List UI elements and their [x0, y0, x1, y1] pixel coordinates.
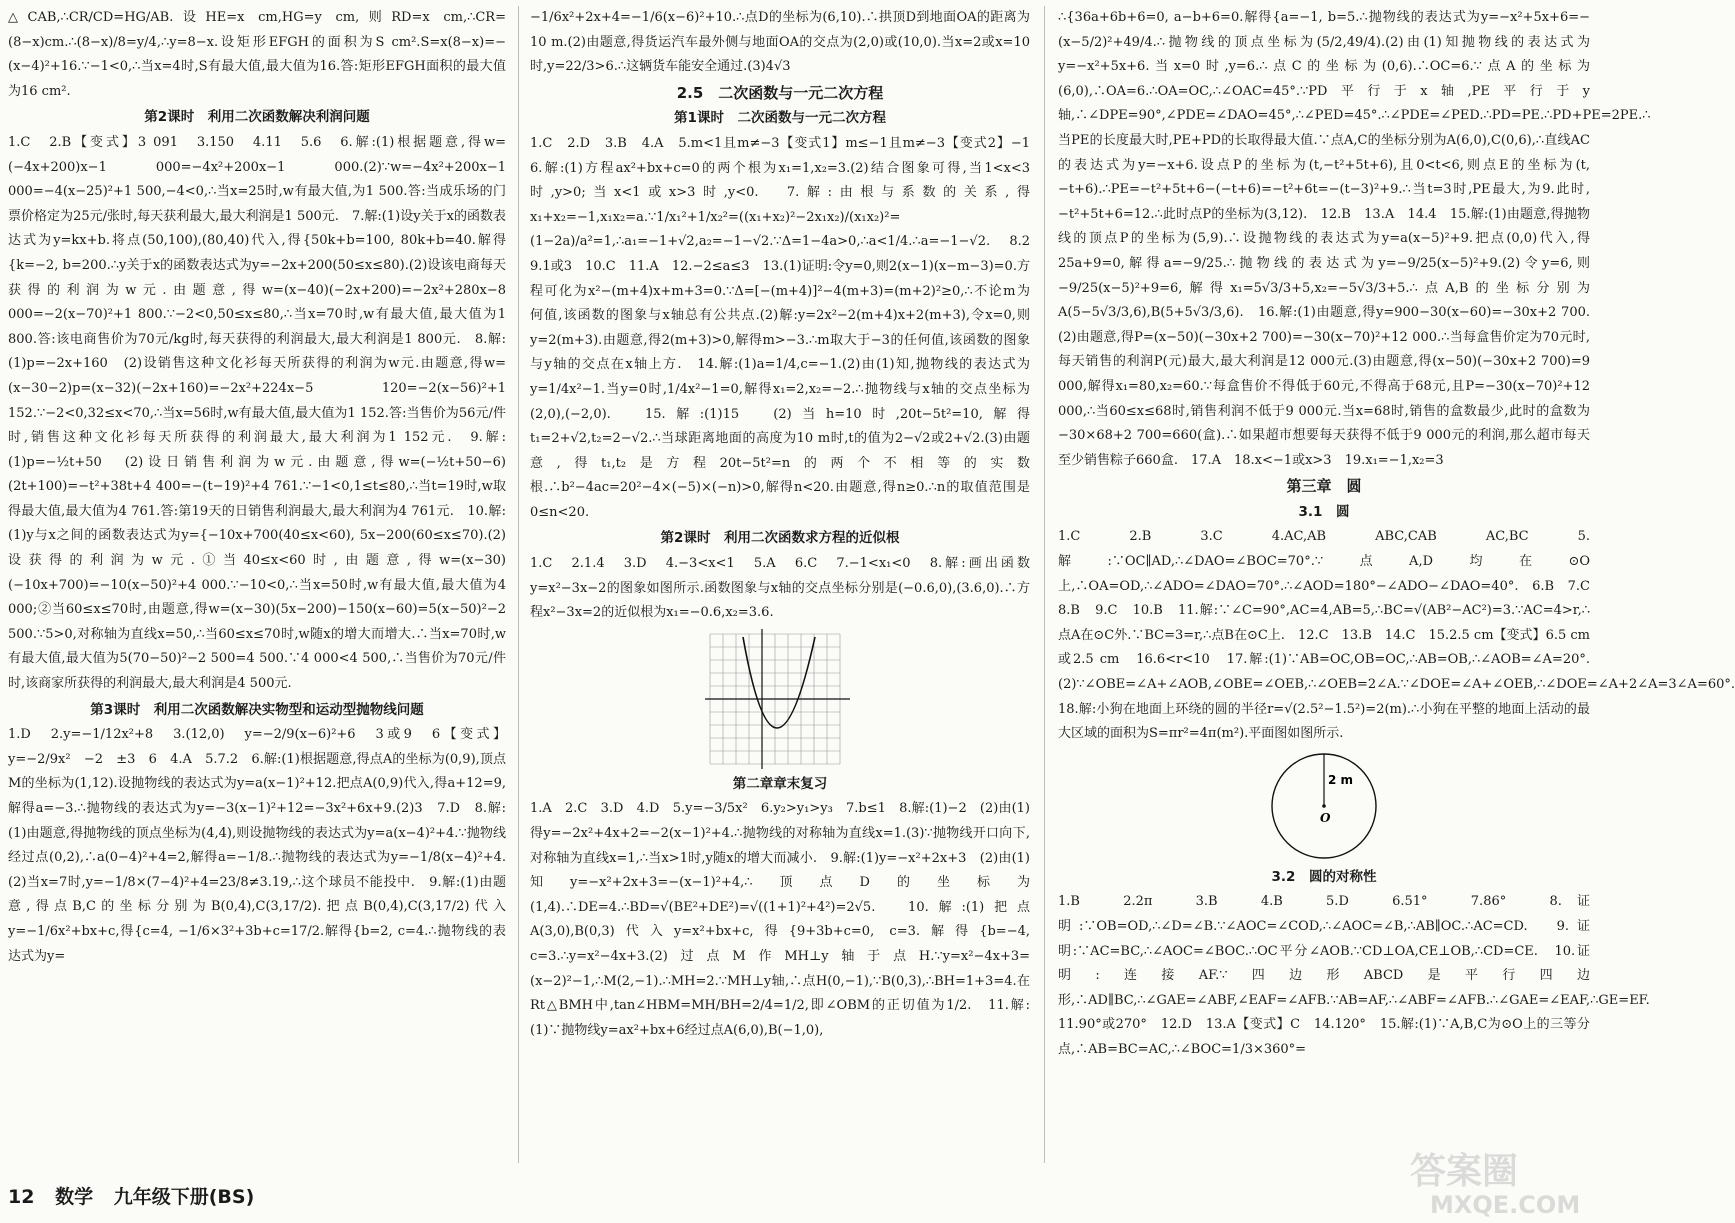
section-heading: 第1课时 二次函数与一元二次方程	[674, 110, 886, 127]
answer-block: 1.C 2.B【变式】3 091 3.150 4.11 5.6 6.解:(1)根据题意,得w=(−4x+200)x−1 000=−4x²+200x−1 000.(2)∵w=−4x²+200x−1 000=−4(x−25)²+1 500,−4<0,∴当x=25时,w有最大值,为1 500.答:当成乐场的门票价格定为25元/张时,每天获利最大,最大利润是1 500元. 7.解:(1)设y关于x的函数表达式为y=kx+b.将点(50,100),(80,40)代入,得{50k+b=100, 80k+b=40.解得{k=−2, b=200.∴y关于x的函数表达式为y=−2x+200(50≤x≤80).(2)设该电商每天获得的利润为w元.由题意,得w=(x−40)(−2x+200)=−2x²+280x−8 000=−2(x−70)²+1 800.∵−2<0,50≤x≤80,∴当x=70时,w有最大值,最大值为1 800.答:该电商售价为70元/kg时,每天获得的利润最大,最大利润是1 800元. 8.解:(1)p=−2x+160 (2)设销售这种文化衫每天所获得的利润为w元.由题意,得w=(x−30−2)p=(x−32)(−2x+160)=−2x²+224x−5 120=−2(x−56)²+1 152.∵−2<0,32≤x<70,∴当x=56时,w有最大值,最大值为1 152.答:当售价为56元/件时,销售这种文化衫每天所获得的利润最大,最大利润为1 152元. 9.解:(1)p=−½t+50 (2)设日销售利润为w元.由题意,得w=(−½t+50−6)(2t+100)=−t²+38t+4 400=−(t−19)²+4 761.∵−1<0,1≤t≤80,∴当t=19时,w取得最大值,最大值为4 761.答:第19天的日销售利润最大,最大利润为4 761元. 10.解:(1)y与x之间的函数表达式为y={−10x+700(40≤x<60), 5x−200(60≤x≤70).(2)设获得的利润为w元.①当40≤x<60时,由题意,得w=(x−30)(−10x+700)=−10(x−50)²+4 000.∵−10<0,∴当x=50时,w有最大值,最大值为4 000;②当60≤x≤70时,由题意,得w=(x−30)(5x−200)−150(x−60)=5(x−50)²−2 500.∵5>0,对称轴为直线x=50,∴当60≤x≤70时,w随x的增大而增大.∴当x=70时,w有最大值,最大值为5(70−50)²−2 500=4 500.∵4 000<4 500,∴当售价为70元/件时,该商家所获得的利润最大,最大利润是4 500元.	[8, 134, 506, 692]
watermark-logo	[1370, 1143, 1590, 1219]
graph-axes	[705, 629, 850, 769]
column-rule-right	[1044, 6, 1045, 1163]
radius-label: 2 m	[1328, 772, 1354, 787]
section-heading: 3.2 圆的对称性	[1271, 868, 1377, 885]
section-heading: 第3课时 利用二次函数解决实物型和运动型抛物线问题	[90, 701, 424, 718]
answer-block: 1.B 2.2π 3.B 4.B 5.D 6.51° 7.86° 8.证明:∵OB=OD,∴∠D=∠B.∵∠AOC=∠COD,∴∠AOC=∠B,∴AB∥OC.∴AC=CD. 9.证明:∵AC=BC,∴∠AOC=∠BOC.∴OC平分∠AOB.∵CD⊥OA,CE⊥OB,∴CD=CE. 10.证明:连接AF.∵四边形ABCD是平行四边形,∴AD∥BC,∴∠GAE=∠ABF,∠EAF=∠AFB.∵AB=AF,∴∠ABF=∠AFB.∴∠GAE=∠EAF,∴GE=EF. 11.90°或270° 12.D 13.A【变式】C 14.120° 15.解:(1)∵A,B,C为⊙O上的三等分点,∴AB=BC=AC,∴∠BOC=1/3×360°=	[1058, 894, 1663, 1057]
answer-block: ∴{36a+6b+6=0, a−b+6=0.解得{a=−1, b=5.∴抛物线的表达式为y=−x²+5x+6=−(x−5/2)²+49/4.∴抛物线的顶点坐标为(5/2,49/4).(2)由(1)知抛物线的表达式为y=−x²+5x+6.当x=0时,y=6.∴点C的坐标为(0,6).∴OC=6.∵点A的坐标为(6,0),∴OA=6.∴OA=OC,∴∠OAC=45°.∵PD平行于x轴,PE平行于y轴,∴∠DPE=90°,∠PDE=∠DAO=45°,∴∠PED=45°.∴∠PDE=∠PED.∴PD=PE.∴PD+PE=2PE.∴当PE的长度最大时,PE+PD的长取得最大值.∵点A,C的坐标分别为A(6,0),C(0,6),∴直线AC的表达式为y=−x+6.设点P的坐标为(t,−t²+5t+6),且0<t<6,则点E的坐标为(t,−t+6).∴PE=−t²+5t+6−(−t+6)=−t²+6t=−(t−3)²+9.∴当t=3时,PE最大,为9.此时,−t²+5t+6=12.∴此时点P的坐标为(3,12). 12.B 13.A 14.4 15.解:(1)由题意,得抛物线的顶点P的坐标为(5,9).∴设抛物线的表达式为y=a(x−5)²+9.把点(0,0)代入,得25a+9=0,解得a=−9/25.∴抛物线的表达式为y=−9/25(x−5)²+9.(2)令y=6,则−9/25(x−5)²+9=6,解得x₁=5√3/3+5,x₂=−5√3/3+5.∴点A,B的坐标分别为A(5−5√3/3,6),B(5+5√3/3,6). 16.解:(1)由题意,得y=900−30(x−60)=−30x+2 700.(2)由题意,得P=(x−50)(−30x+2 700)=−30(x−70)²+12 000.∴当每盒售价定为70元时,每天销售的利润P(元)最大,最大利润是12 000元.(3)由题意,得(x−50)(−30x+2 700)=9 000,解得x₁=80,x₂=60.∵每盒售价不得低于60元,不得高于68元,且P=−30(x−70)²+12 000,∴当60≤x≤68时,销售利润不低于9 000元.当x=68时,销售的盒数最少,此时的盒数为−30×68+2 700=660(盒).∴如果超市想要每天获得不低于9 000元的利润,那么超市每天至少销售粽子660盒. 17.A 18.x<−1或x>3 19.x₁=−1,x₂=3	[1058, 10, 1651, 468]
circle-figure	[1264, 750, 1384, 862]
svg-text:MXQE.COM: MXQE.COM	[1430, 1191, 1581, 1219]
answer-block: △CAB,∴CR/CD=HG/AB.设HE=x cm,HG=y cm,则RD=x cm,∴CR=(8−x)cm.∴(8−x)/8=y/4,∴y=8−x.设矩形EFGH的面积为S cm².S=x(8−x)=−(x−4)²+16.∵−1<0,∴当x=4时,S有最大值,最大值为16.答:矩形EFGH面积的最大值为16 cm².	[8, 10, 506, 99]
answer-block: −1/6x²+2x+4=−1/6(x−6)²+10.∴点D的坐标为(6,10).∴拱顶D到地面OA的距离为10 m.(2)由题意,得货运汽车最外侧与地面OA的交点为(2,0)或(10,0).当x=2或x=10时,y=22/3>6.∴这辆货车能安全通过.(3)4√3	[530, 10, 1030, 75]
answer-block: 1.C 2.1.4 3.D 4.−3<x<1 5.A 6.C 7.−1<x₁<0 8.解:画出函数y=x²−3x−2的图象如图所示.函数图象与x轴的交点坐标分别是(−0.6,0),(3.6,0).∴方程x²−3x=2的近似根为x₁=−0.6,x₂=3.6.	[530, 556, 1030, 621]
answer-block: 1.C 2.D 3.B 4.A 5.m<1且m≠−3【变式1】m≤−1且m≠−3【变式2】−1 6.解:(1)方程ax²+bx+c=0的两个根为x₁=1,x₂=3.(2)结合图象可得,当1<x<3时,y>0;当x<1或x>3时,y<0. 7.解:由根与系数的关系,得x₁+x₂=−1,x₁x₂=a.∵1/x₁²+1/x₂²=((x₁+x₂)²−2x₁x₂)/(x₁x₂)²=(1−2a)/a²=1,∴a₁=−1+√2,a₂=−1−√2.∵Δ=1−4a>0,∴a<1/4.∴a=−1−√2. 8.2 9.1或3 10.C 11.A 12.−2≤a≤3 13.(1)证明:令y=0,则2(x−1)(x−m−3)=0.方程可化为x²−(m+4)x+m+3=0.∵Δ=[−(m+4)]²−4(m+3)=(m+2)²≥0,∴不论m为何值,该函数的图象与x轴总有公共点.(2)解:y=2x²−2(m+4)x+2(m+3),令x=0,则y=2(m+3).由题意,得2(m+3)>0,解得m>−3.∴m取大于−3的任何值,该函数的图象与y轴的交点在x轴上方. 14.解:(1)a=1/4,c=−1.(2)由(1)知,抛物线的表达式为y=1/4x²−1.当y=0时,1/4x²−1=0,解得x₁=2,x₂=−2.∴抛物线与x轴的交点坐标为(2,0),(−2,0). 15.解:(1)15 (2)当h=10时,20t−5t²=10,解得t₁=2+√2,t₂=2−√2.∴当球距离地面的高度为10 m时,t的值为2−√2或2+√2.(3)由题意,得t₁,t₂是方程20t−5t²=n的两个不相等的实数根.∴b²−4ac=20²−4×(−5)×(−n)>0,解得n<20.由题意,得n≥0.∴n的取值范围是0≤n<20.	[530, 135, 1044, 520]
answer-block: 1.C 2.B 3.C 4.AC,AB ABC,CAB AC,BC 5.解:∵OC∥AD,∴∠DAO=∠BOC=70°.∵点A,D均在⊙O上,∴OA=OD,∴∠ADO=∠DAO=70°.∴∠AOD=180°−∠ADO−∠DAO=40°. 6.B 7.C 8.B 9.C 10.B 11.解:∵∠C=90°,AC=4,AB=5,∴BC=√(AB²−AC²)=3.∵AC=4>r,∴点A在⊙C外.∵BC=3=r,∴点B在⊙C上. 12.C 13.B 14.C 15.2.5 cm【变式】6.5 cm或2.5 cm 16.6<r<10 17.解:(1)∵AB=OC,OB=OC,∴AB=OB,∴∠AOB=∠A=20°.(2)∵∠OBE=∠A+∠AOB,∠OBE=∠OEB,∴∠OEB=2∠A.∵∠DOE=∠A+∠OEB,∴∠DOE=∠A+2∠A=3∠A=60°. 18.解:小狗在地面上环绕的圆的半径r=√(2.5²−1.5²)=2(m).∴小狗在平整的地面上活动的最大区域的面积为S=πr²=4π(m²).平面图如图所示.	[1058, 529, 1735, 742]
section-heading: 第二章章末复习	[732, 775, 828, 792]
subject-label: 数学	[55, 1186, 94, 1208]
parabola-graph-figure	[705, 629, 855, 769]
page-footer	[8, 1182, 268, 1209]
section-heading: 3.1 圆	[1298, 503, 1350, 520]
answer-block: 1.D 2.y=−1/12x²+8 3.(12,0) y=−2/9(x−6)²+6 3或9 6【变式】y=−2/9x² −2 ±3 6 4.A 5.7.2 6.解:(1)根据题意,得点A的坐标为(0,9),顶点M的坐标为(1,12).设抛物线的表达式为y=a(x−1)²+12.把点A(0,9)代入,得a+12=9,解得a=−3.∴抛物线的表达式为y=−3(x−1)²+12=−3x²+6x+9.(2)3 7.D 8.解:(1)由题意,得抛物线的顶点坐标为(4,4),则设抛物线的表达式为y=a(x−4)²+4.∵抛物线经过点(0,2),∴a(0−4)²+4=2,解得a=−1/8.∴抛物线的表达式为y=−1/8(x−4)²+4.(2)当x=7时,y=−1/8×(7−4)²+4=23/8≠3.19,∴这个球员不能投中. 9.解:(1)由题意,得点B,C的坐标分别为B(0,4),C(3,17/2).把点B(0,4),C(3,17/2)代入y=−1/6x²+bx+c,得{c=4, −1/6×3²+3b+c=17/2.解得{b=2, c=4.∴抛物线的表达式为y=	[8, 727, 506, 964]
parabola-curve	[743, 637, 815, 728]
svg-text:答案圈: 答案圈	[1410, 1151, 1519, 1192]
chapter-heading: 第三章 圆	[1286, 477, 1362, 496]
column-rule-left	[518, 6, 519, 1163]
left-column	[8, 6, 506, 1175]
middle-column	[530, 6, 1044, 1175]
chapter-section-heading: 2.5 二次函数与一元二次方程	[676, 83, 884, 102]
section-heading: 第2课时 利用二次函数求方程的近似根	[660, 530, 900, 547]
section-heading: 第2课时 利用二次函数解决利润问题	[144, 109, 370, 126]
center-label: O	[1320, 810, 1331, 825]
grade-label: 九年级下册(BS)	[113, 1186, 255, 1208]
answer-block: 1.A 2.C 3.D 4.D 5.y=−3/5x² 6.y₂>y₁>y₃ 7.b≤1 8.解:(1)−2 (2)由(1)得y=−2x²+4x+2=−2(x−1)²+4.∴抛物线的对称轴为直线x=1.(3)∵抛物线开口向下,对称轴为直线x=1,∴当x>1时,y随x的增大而减小. 9.解:(1)y=−x²+2x+3 (2)由(1)知y=−x²+2x+3=−(x−1)²+4,∴顶点D的坐标为(1,4).∴DE=4.∴BD=√(BE²+DE²)=√((1+1)²+4²)=2√5. 10.解:(1)把点A(3,0),B(0,3)代入y=x²+bx+c,得{9+3b+c=0, c=3.解得{b=−4, c=3.∴y=x²−4x+3.(2)过点M作MH⊥y轴于点H.∵y=x²−4x+3=(x−2)²−1,∴M(2,−1).∴MH=2.∵MH⊥y轴,∴点H(0,−1),∵B(0,3),∴BH=1+3=4.在Rt△BMH中,tan∠HBM=MH/BH=2/4=1/2,即∠OBM的正切值为1/2. 11.解:(1)∵抛物线y=ax²+bx+6经过点A(6,0),B(−1,0),	[530, 801, 1030, 1038]
page-number: 12	[8, 1186, 35, 1208]
right-column	[1058, 6, 1735, 1175]
